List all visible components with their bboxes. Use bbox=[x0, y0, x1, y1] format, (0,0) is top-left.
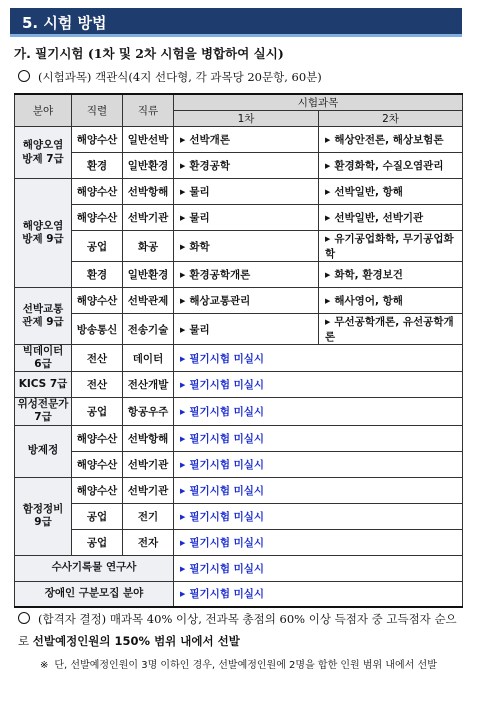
merged-subject-cell bbox=[174, 398, 463, 425]
category-cell: 선박항해 bbox=[123, 425, 174, 451]
pass-decision-text: (합격자 결정) 매과목 40% 이상, 전과목 총점의 60% 이상 득점자 중 고득점자 순으로 bbox=[18, 612, 457, 648]
arrow-bullet-icon: ▶ bbox=[325, 214, 331, 222]
merged-subject-cell bbox=[174, 529, 463, 555]
header-first: 1차 bbox=[174, 111, 319, 127]
arrow-bullet-icon: ▶ bbox=[180, 486, 186, 495]
footnote bbox=[40, 656, 460, 676]
first-subject-cell bbox=[174, 205, 319, 231]
table-row bbox=[15, 451, 463, 477]
header-field: 분야 bbox=[15, 94, 72, 127]
merged-subject-cell bbox=[174, 555, 463, 581]
merged-subject-cell bbox=[174, 503, 463, 529]
category-cell: 선박기관 bbox=[123, 451, 174, 477]
arrow-bullet-icon: ▶ bbox=[325, 271, 331, 279]
arrow-bullet-icon: ▶ bbox=[325, 136, 331, 144]
second-subject-cell bbox=[319, 288, 463, 314]
wide-label-cell: 수사기록물 연구사 bbox=[15, 555, 174, 581]
merged-subject-cell-text: 필기시험 미실시 bbox=[189, 588, 265, 601]
arrow-bullet-icon: ▶ bbox=[325, 297, 331, 305]
field-cell: 선박교통 관제 9급 bbox=[15, 288, 72, 345]
arrow-bullet-icon: ▶ bbox=[180, 434, 186, 443]
arrow-bullet-icon: ▶ bbox=[180, 325, 186, 334]
header-subjects: 시험과목 bbox=[174, 94, 463, 111]
wide-label-cell: 장애인 구분모집 분야 bbox=[15, 581, 174, 607]
series-cell: 전산 bbox=[72, 345, 123, 372]
arrow-bullet-icon: ▶ bbox=[180, 214, 186, 222]
first-subject-cell-text: 선박개론 bbox=[189, 134, 230, 146]
table-row bbox=[15, 205, 463, 231]
merged-subject-cell bbox=[174, 581, 463, 607]
arrow-bullet-icon: ▶ bbox=[180, 242, 186, 251]
pass-decision-emphasis: 선발예정인원의 150% 범위 내에서 선발 bbox=[32, 634, 240, 648]
table-row bbox=[15, 477, 463, 503]
first-subject-cell-text: 화학 bbox=[189, 240, 210, 253]
category-cell: 선박항해 bbox=[123, 179, 174, 205]
arrow-bullet-icon: ▶ bbox=[180, 136, 186, 144]
merged-subject-cell-text: 필기시험 미실시 bbox=[189, 352, 265, 365]
series-cell: 해양수산 bbox=[72, 425, 123, 451]
table-row bbox=[15, 398, 463, 425]
footnote-mark: ※ bbox=[40, 660, 49, 671]
arrow-bullet-icon: ▶ bbox=[180, 381, 186, 390]
series-cell: 환경 bbox=[72, 153, 123, 179]
arrow-bullet-icon: ▶ bbox=[180, 407, 186, 416]
series-cell: 해양수산 bbox=[72, 127, 123, 153]
merged-subject-cell-text: 필기시험 미실시 bbox=[189, 405, 265, 418]
merged-subject-cell-text: 필기시험 미실시 bbox=[189, 458, 265, 471]
series-cell: 공업 bbox=[72, 231, 123, 262]
series-cell: 해양수산 bbox=[72, 288, 123, 314]
table-row bbox=[15, 179, 463, 205]
table-row bbox=[15, 231, 463, 262]
exam-subjects-text: (시험과목) 객관식(4지 선다형, 각 과목당 20문항, 60분) bbox=[38, 70, 322, 84]
series-cell: 공업 bbox=[72, 503, 123, 529]
header-second: 2차 bbox=[319, 111, 463, 127]
first-subject-cell bbox=[174, 127, 319, 153]
merged-subject-cell-text: 필기시험 미실시 bbox=[189, 484, 265, 497]
second-subject-cell bbox=[319, 231, 463, 262]
arrow-bullet-icon: ▶ bbox=[180, 271, 186, 279]
second-subject-cell bbox=[319, 127, 463, 153]
table-row bbox=[15, 314, 463, 345]
field-cell: 해양오염 방제 7급 bbox=[15, 127, 72, 179]
arrow-bullet-icon: ▶ bbox=[325, 188, 331, 196]
first-subject-cell bbox=[174, 262, 319, 288]
table-row bbox=[15, 581, 463, 607]
series-cell: 환경 bbox=[72, 262, 123, 288]
merged-subject-cell bbox=[174, 477, 463, 503]
second-subject-cell-text: 유기공업화학, 무기공업화학 bbox=[325, 233, 454, 260]
table-row bbox=[15, 529, 463, 555]
first-subject-cell bbox=[174, 179, 319, 205]
series-cell: 공업 bbox=[72, 529, 123, 555]
series-cell: 해양수산 bbox=[72, 477, 123, 503]
arrow-bullet-icon: ▶ bbox=[180, 297, 186, 305]
table-row bbox=[15, 425, 463, 451]
circle-bullet-icon bbox=[18, 70, 30, 82]
category-cell: 전송기술 bbox=[123, 314, 174, 345]
header-category: 직류 bbox=[123, 94, 174, 127]
series-cell: 해양수산 bbox=[72, 205, 123, 231]
pass-decision-bullet bbox=[18, 608, 463, 652]
table-row bbox=[15, 345, 463, 372]
arrow-bullet-icon: ▶ bbox=[180, 590, 186, 599]
merged-subject-cell-text: 필기시험 미실시 bbox=[189, 562, 265, 575]
first-subject-cell bbox=[174, 288, 319, 314]
table-row bbox=[15, 153, 463, 179]
merged-subject-cell bbox=[174, 425, 463, 451]
second-subject-cell-text: 환경화학, 수질오염관리 bbox=[334, 160, 444, 172]
category-cell: 일반선박 bbox=[123, 127, 174, 153]
arrow-bullet-icon: ▶ bbox=[180, 354, 186, 363]
arrow-bullet-icon: ▶ bbox=[180, 162, 186, 170]
second-subject-cell-text: 선박일반, 선박기관 bbox=[334, 212, 424, 224]
table-row bbox=[15, 127, 463, 153]
table-row bbox=[15, 555, 463, 581]
series-cell: 해양수산 bbox=[72, 179, 123, 205]
exam-subjects-bullet bbox=[18, 69, 322, 85]
category-cell: 일반환경 bbox=[123, 262, 174, 288]
field-cell: 위성전문가 7급 bbox=[15, 398, 72, 425]
table-row bbox=[15, 503, 463, 529]
first-subject-cell-text: 물리 bbox=[189, 323, 210, 336]
category-cell: 화공 bbox=[123, 231, 174, 262]
merged-subject-cell bbox=[174, 372, 463, 398]
arrow-bullet-icon: ▶ bbox=[325, 318, 331, 326]
category-cell: 일반환경 bbox=[123, 153, 174, 179]
section-header bbox=[10, 8, 462, 37]
series-cell: 전산 bbox=[72, 372, 123, 398]
first-subject-cell-text: 해상교통관리 bbox=[189, 295, 251, 307]
arrow-bullet-icon: ▶ bbox=[180, 188, 186, 196]
second-subject-cell-text: 무선공학개론, 유선공학개론 bbox=[325, 316, 454, 343]
field-cell: 해양오염 방제 9급 bbox=[15, 179, 72, 288]
table-row bbox=[15, 262, 463, 288]
first-subject-cell bbox=[174, 314, 319, 345]
second-subject-cell-text: 선박일반, 항해 bbox=[334, 186, 403, 198]
field-cell: 방제정 bbox=[15, 425, 72, 477]
second-subject-cell bbox=[319, 179, 463, 205]
section-title: 5. 시험 방법 bbox=[22, 14, 107, 32]
first-subject-cell bbox=[174, 231, 319, 262]
first-subject-cell-text: 환경공학 bbox=[189, 160, 230, 172]
table-row bbox=[15, 372, 463, 398]
second-subject-cell-text: 화학, 환경보건 bbox=[334, 269, 403, 281]
merged-subject-cell bbox=[174, 345, 463, 372]
category-cell: 전자 bbox=[123, 529, 174, 555]
series-cell: 해양수산 bbox=[72, 451, 123, 477]
arrow-bullet-icon: ▶ bbox=[325, 235, 331, 243]
category-cell: 항공우주 bbox=[123, 398, 174, 425]
field-cell: 함정정비 9급 bbox=[15, 477, 72, 555]
subheading-prefix: 가. 필기시험 bbox=[14, 46, 84, 61]
arrow-bullet-icon: ▶ bbox=[180, 564, 186, 573]
merged-subject-cell-text: 필기시험 미실시 bbox=[189, 432, 265, 445]
second-subject-cell bbox=[319, 153, 463, 179]
subheading bbox=[14, 44, 284, 62]
circle-bullet-icon bbox=[18, 612, 30, 624]
second-subject-cell-text: 해사영어, 항해 bbox=[334, 295, 403, 307]
field-cell: KICS 7급 bbox=[15, 372, 72, 398]
second-subject-cell bbox=[319, 314, 463, 345]
arrow-bullet-icon: ▶ bbox=[180, 512, 186, 521]
first-subject-cell-text: 물리 bbox=[189, 212, 210, 224]
arrow-bullet-icon: ▶ bbox=[180, 538, 186, 547]
footnote-text: 단, 선발예정인원이 3명 이하인 경우, 선발예정인원에 2명을 합한 인원 범위 내에서 선발 bbox=[54, 660, 437, 671]
exam-subject-table bbox=[14, 93, 463, 608]
field-cell: 빅데이터 6급 bbox=[15, 345, 72, 372]
series-cell: 공업 bbox=[72, 398, 123, 425]
second-subject-cell bbox=[319, 262, 463, 288]
second-subject-cell-text: 해상안전론, 해상보험론 bbox=[334, 134, 444, 146]
second-subject-cell bbox=[319, 205, 463, 231]
merged-subject-cell bbox=[174, 451, 463, 477]
header-series: 직렬 bbox=[72, 94, 123, 127]
category-cell: 선박관제 bbox=[123, 288, 174, 314]
first-subject-cell bbox=[174, 153, 319, 179]
category-cell: 전산개발 bbox=[123, 372, 174, 398]
arrow-bullet-icon: ▶ bbox=[180, 460, 186, 469]
first-subject-cell-text: 물리 bbox=[189, 186, 210, 198]
category-cell: 선박기관 bbox=[123, 205, 174, 231]
table-body bbox=[15, 127, 463, 608]
category-cell: 선박기관 bbox=[123, 477, 174, 503]
subheading-detail: (1차 및 2차 시험을 병합하여 실시) bbox=[87, 46, 284, 61]
category-cell: 전기 bbox=[123, 503, 174, 529]
merged-subject-cell-text: 필기시험 미실시 bbox=[189, 379, 265, 392]
category-cell: 데이터 bbox=[123, 345, 174, 372]
merged-subject-cell-text: 필기시험 미실시 bbox=[189, 510, 265, 523]
first-subject-cell-text: 환경공학개론 bbox=[189, 269, 251, 281]
merged-subject-cell-text: 필기시험 미실시 bbox=[189, 536, 265, 549]
series-cell: 방송통신 bbox=[72, 314, 123, 345]
table-row bbox=[15, 288, 463, 314]
arrow-bullet-icon: ▶ bbox=[325, 162, 331, 170]
